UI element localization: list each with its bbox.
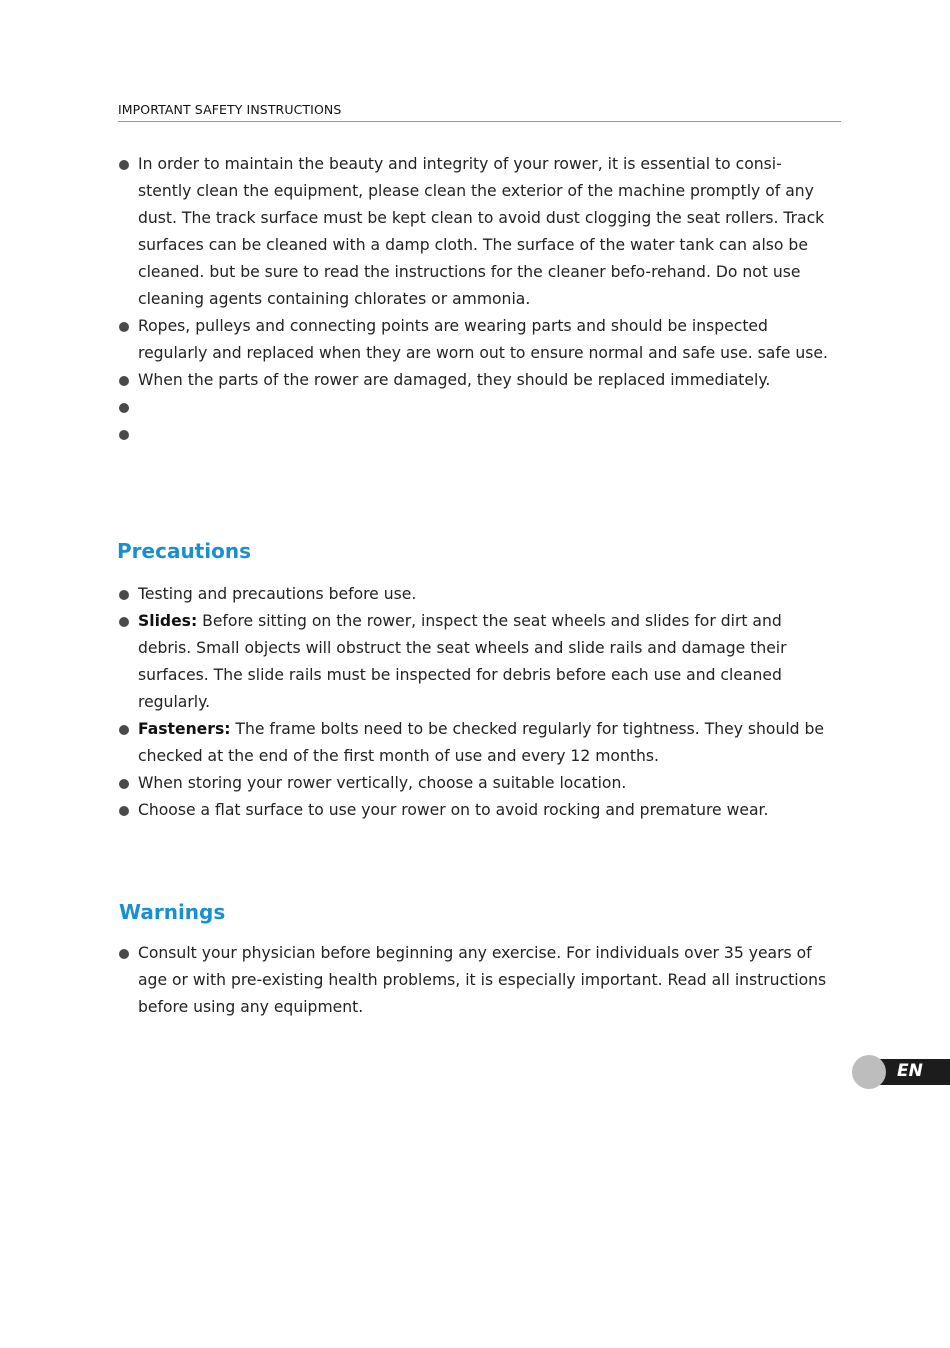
item-text: Choose a flat surface to use your rower on to avoid rocking and premature wear. [138,801,769,819]
item-text: In order to maintain the beauty and integrity of your rower, it is essential to consi-stently clean the equipment, please clean the exterior of the machine promptly of any dust. The track surface must be kept clean to avoid dust clogging the seat rollers. Track surfaces can be cleaned with a damp cloth. The surface of the water tank can also be cleaned. but be sure to read the instructions for the cleaner befo-rehand. Do not use cleaning agents containing chlorates or ammonia. [138,155,825,308]
item-text: Consult your physician before beginning any exercise. For individuals over 35 years of age or with pre-existing health problems, it is especially important. Read all instructions before using any equipment. [138,944,827,1016]
list-item [118,421,830,448]
list-item [118,770,830,797]
list-item [118,608,830,716]
item-text: Before sitting on the rower, inspect the seat wheels and slides for dirt and debris. Small objects will obstruct the seat wheels and slide rails and damage their surfaces. The slide rails must be inspected for debris before each use and cleaned regularly. [138,612,787,711]
item-text: The frame bolts need to be checked regularly for tightness. They should be checked at the end of the first month of use and every 12 months. [138,720,825,765]
language-tab [852,1055,950,1089]
precautions-heading: Precautions [117,539,251,563]
bullet-icon [119,725,129,735]
list-item [118,394,830,421]
list-item [118,797,830,824]
item-text: Testing and precautions before use. [138,585,417,603]
bullet-icon [119,322,129,332]
bullet-icon [119,430,129,440]
item-text: Ropes, pulleys and connecting points are wearing parts and should be inspected regularly and replaced when they are worn out to ensure normal and safe use. safe use. [138,317,828,362]
warnings-list [118,940,830,1021]
list-item [118,151,830,313]
bullet-icon [119,403,129,413]
bullet-icon [119,376,129,386]
precautions-list [118,581,830,824]
language-tab-circle [852,1055,886,1089]
page-header: IMPORTANT SAFETY INSTRUCTIONS [118,102,841,122]
item-text: When the parts of the rower are damaged, they should be replaced immediately. [138,371,771,389]
list-item [118,367,830,394]
item-text: When storing your rower vertically, choose a suitable location. [138,774,627,792]
list-item [118,716,830,770]
care-list [118,151,830,448]
bullet-icon [119,617,129,627]
item-bold-label: Fasteners: [138,720,231,738]
warnings-heading: Warnings [119,900,226,924]
list-item [118,940,830,1021]
bullet-icon [119,949,129,959]
bullet-icon [119,160,129,170]
language-label: EN [897,1061,923,1081]
item-bold-label: Slides: [138,612,198,630]
bullet-icon [119,590,129,600]
list-item [118,581,830,608]
bullet-icon [119,806,129,816]
list-item [118,313,830,367]
bullet-icon [119,779,129,789]
